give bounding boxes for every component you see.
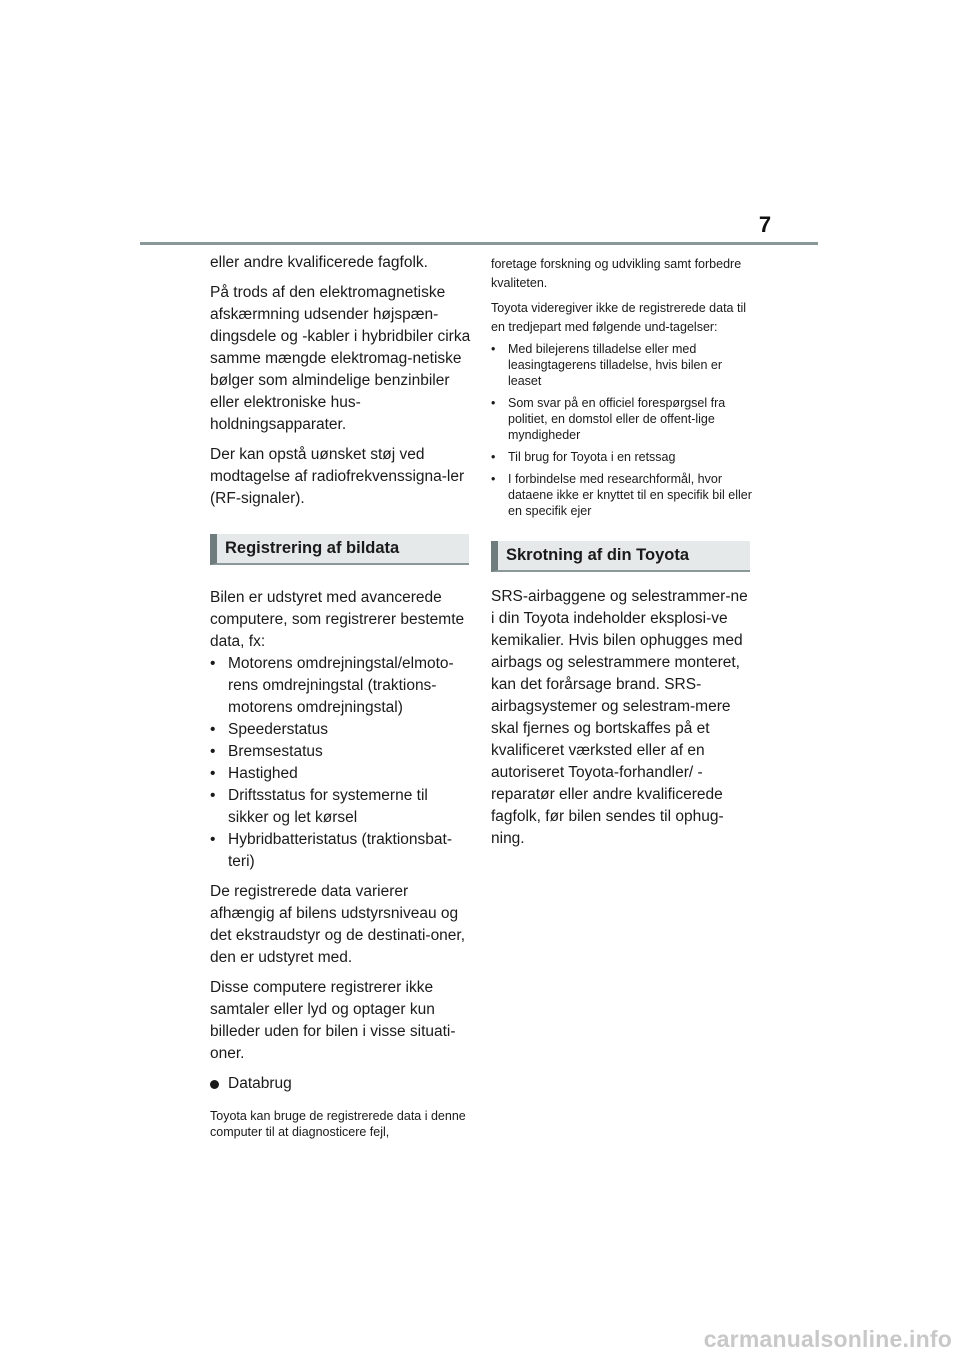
header-rule (140, 242, 818, 245)
section-heading-vehicle-data: Registrering af bildata (210, 534, 469, 565)
intro-text: eller andre kvalificerede fagfolk. (210, 254, 428, 271)
list-item: • Speederstatus (210, 719, 472, 741)
paragraph-data-varies: De registrerede data varierer afhængig af bilens udstyrsniveau og det ekstraudstyr og de destinati-oner, den er udstyret med. (210, 883, 466, 966)
list-item: • Som svar på en officiel forespørgsel fra politiet, en domstol eller de offent-lige myndigheder (491, 395, 753, 443)
list-item: • Hybridbatteristatus (traktionsbat-teri) (210, 829, 472, 873)
data-usage-text: Toyota kan bruge de registrerede data i denne computer til at diagnosticere fejl, (210, 1108, 466, 1139)
paragraph-no-audio: Disse computere registrerer ikke samtaler eller lyd og optager kun billeder uden for bilen i visse situati-oner. (210, 979, 456, 1062)
data-usage-subheading (210, 1073, 472, 1095)
watermark: carmanualsonline.info (703, 1326, 952, 1352)
list-item: • Hastighed (210, 763, 472, 785)
subheading-label: Databrug (228, 1075, 292, 1092)
list-item: • Motorens omdrejningstal/elmoto-rens omdrejningstal (traktions-motorens omdrejningstal) (210, 653, 472, 719)
section-heading-scrapping: Skrotning af din Toyota (491, 541, 750, 572)
page-number: 7 (758, 212, 772, 237)
exceptions-list (491, 341, 753, 519)
paragraph-emf: På trods af den elektromagnetiske afskærmning udsender højspæn-dingsdele og -kabler i hybridbiler cirka samme mængde elektromag-netiske bølger som almindelige benzinbiler eller elektroniske hus-holdningsapparater. (210, 284, 471, 433)
paragraph-computers: Bilen er udstyret med avancerede computere, som registrerer bestemte data, fx: (210, 589, 465, 650)
left-column (210, 252, 472, 1152)
recorded-data-list (210, 653, 472, 873)
bullet-disc-icon (210, 1080, 219, 1089)
right-column (491, 255, 753, 858)
list-item: • I forbindelse med researchformål, hvor dataene ikke er knyttet til en specifik bil eller en specifik ejer (491, 471, 753, 519)
paragraph-rf-noise: Der kan opstå uønsket støj ved modtagelse af radiofrekvenssigna-ler (RF-signaler). (210, 446, 465, 507)
list-item: • Til brug for Toyota i en retssag (491, 449, 753, 465)
list-item: • Bremsestatus (210, 741, 472, 763)
list-item: • Driftsstatus for systemerne til sikker og let kørsel (210, 785, 472, 829)
data-usage-continued: foretage forskning og udvikling samt forbedre kvaliteten. (491, 257, 742, 290)
list-item: • Med bilejerens tilladelse eller med leasingtagerens tilladelse, hvis bilen er leaset (491, 341, 753, 389)
third-party-text: Toyota videregiver ikke de registrerede data til en tredjepart med følgende und-tagelser: (491, 301, 746, 334)
paragraph-airbags: SRS-airbaggene og selestrammer-ne i din Toyota indeholder eksplosi-ve kemikalier. Hvis bilen ophugges med airbags og selestrammere monteret, kan det forårsage brand. SRS-airbagsystemer og selestram-mere skal fjernes og bortskaffes på et kvalificeret værksted eller af en autoriseret Toyota-forhandler/ -reparatør eller andre kvalificerede fagfolk, før bilen sendes til ophug-ning. (491, 588, 748, 847)
